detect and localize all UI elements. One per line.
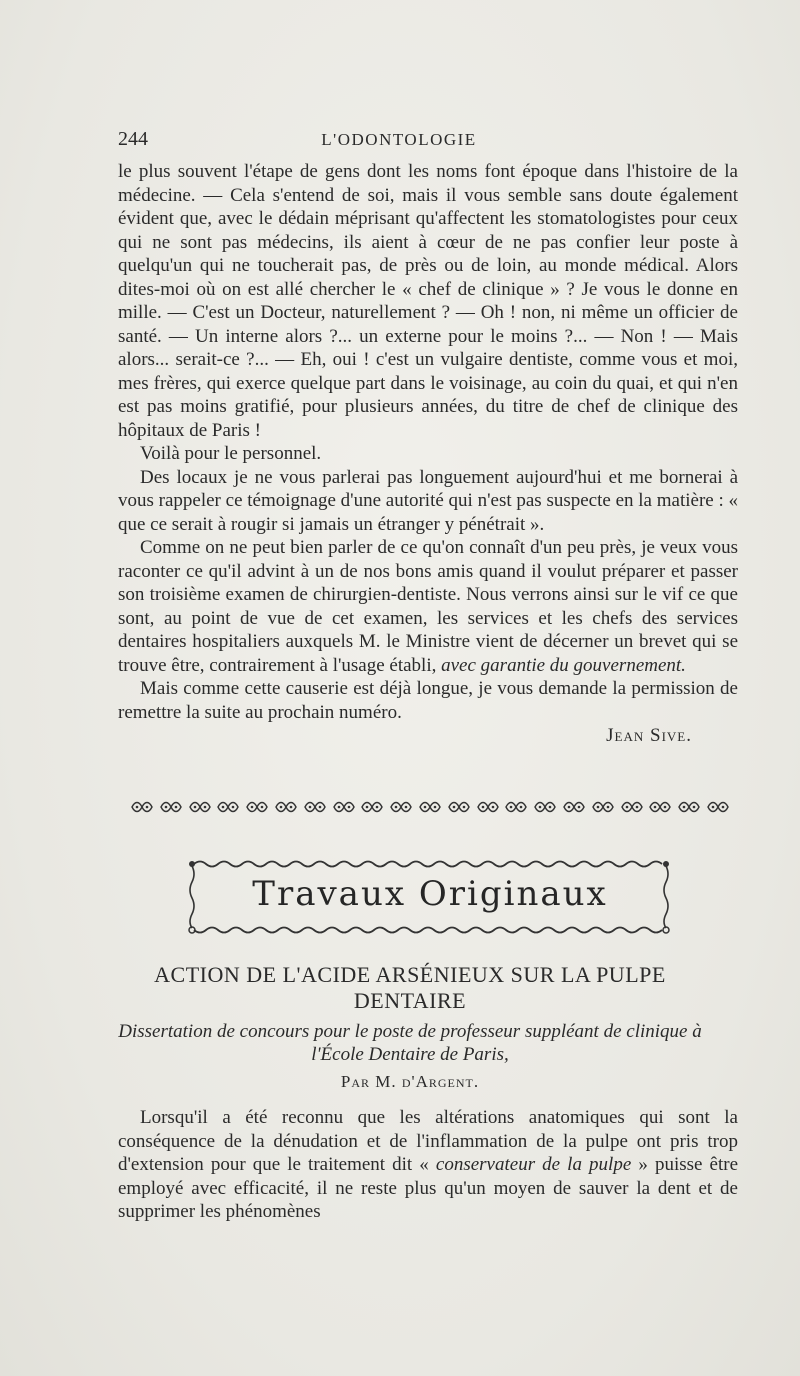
- article-byline: Par M. d'Argent.: [340, 1072, 480, 1091]
- article-text: [118, 1106, 738, 1224]
- ornament-icon: [159, 801, 183, 813]
- paragraph: Mais comme cette causerie est déjà longue, je vous demande la permission de remettre la suite au prochain numéro.: [118, 678, 738, 723]
- ornament-icon: [303, 801, 327, 813]
- ornament-icon: [245, 801, 269, 813]
- ornament-icon: [591, 801, 615, 813]
- article-title: ACTION DE L'ACIDE ARSÉNIEUX SUR LA PULPE DENTAIRE: [154, 962, 666, 1013]
- paragraph-text: Comme on ne peut bien parler de ce qu'on connaît d'un peu près, je veux vous raconter ce qu'il advint à un de nos bons amis quand il voulut préparer et passer son troisième examen de chirurgien-dentiste. Nous verrons ainsi sur le vif ce que sont, au point de vue de cet examen, les services et les chefs des services dentaires hospitaliers auxquels M. le Ministre vient de décerner un brevet qui se trouve être, contrairement à l'usage établi,: [118, 537, 738, 676]
- paragraph: [118, 536, 738, 677]
- ornament-icon: [188, 801, 212, 813]
- page-header: [118, 128, 680, 154]
- continued-article-text: [118, 160, 738, 748]
- page-number: 244: [118, 128, 148, 150]
- paragraph: le plus souvent l'étape de gens dont les noms font époque dans l'histoire de la médecine. — Cela s'entend de soi, mais il vous semble sans doute également évident que, avec le dédain méprisant qu'affectent les stomatologistes pour ceux qui ne sont pas médecins, ils aient à cœur de ne pas confier leur poste à quelqu'un qui ne toucherait pas, de près ou de loin, au monde médical. Alors dites-moi où on est allé chercher le « chef de clinique » ? Je vous le donne en mille. — C'est un Docteur, naturellement ? — Oh ! non, ni même un officier de santé. — Un interne alors ?... un externe pour le moins ?... — Non ! — Mais alors... serait-ce ?... — Eh, oui ! c'est un vulgaire dentiste, comme vous et moi, mes frères, qui exerce quelque part dans le voisinage, au coin du quai, et qui n'en est pas moins gratifié, pour plusieurs années, du titre de chef de clinique des hôpitaux de Paris !: [118, 161, 738, 441]
- paragraph: Voilà pour le personnel.: [140, 443, 322, 464]
- ornament-icon: [504, 801, 528, 813]
- section-title: Travaux Originaux: [252, 874, 608, 914]
- paragraph: [118, 1106, 738, 1224]
- ornament-icon: [562, 801, 586, 813]
- ornament-icon: [389, 801, 413, 813]
- paragraph: Des locaux je ne vous parlerai pas longuement aujourd'hui et me bornerai à vous rappeler ce témoignage d'une autorité qui n'est pas suspecte en la matière : « que ce serait à rougir si jamais un étranger y pénétrait ».: [118, 466, 738, 535]
- ornament-icon: [533, 801, 557, 813]
- article-subtitle: Dissertation de concours pour le poste de professeur suppléant de clinique à l'École Dentaire de Paris,: [118, 1021, 702, 1065]
- ornament-icon: [274, 801, 298, 813]
- paragraph-text: » puisse être employé avec efficacité, il ne reste plus qu'un moyen de sauver la dent et de supprimer les phénomènes: [118, 1154, 738, 1222]
- ornament-icon: [476, 801, 500, 813]
- section-banner: [188, 856, 672, 938]
- ornament-icon: [418, 801, 442, 813]
- emphasis-text: conservateur de la pulpe: [435, 1154, 632, 1175]
- ornament-icon: [216, 801, 240, 813]
- running-title: L'ODONTOLOGIE: [321, 130, 477, 149]
- ornament-icon: [360, 801, 384, 813]
- ornament-icon: [648, 801, 672, 813]
- ornament-icon: [677, 801, 701, 813]
- paragraph-text: Lorsqu'il a été reconnu que les altérations anatomiques qui sont la conséquence de la dénudation et de l'inflammation de la pulpe ont pris trop d'extension pour que le traitement dit «: [118, 1107, 738, 1175]
- ornament-icon: [620, 801, 644, 813]
- ornament-icon: [706, 801, 730, 813]
- ornament-icon: [447, 801, 471, 813]
- emphasis-text: avec garantie du gouvernement.: [441, 654, 686, 676]
- ornamental-divider: [130, 792, 730, 822]
- ornament-icon: [332, 801, 356, 813]
- ornament-icon: [130, 801, 154, 813]
- author-signature: Jean Sive.: [606, 725, 692, 746]
